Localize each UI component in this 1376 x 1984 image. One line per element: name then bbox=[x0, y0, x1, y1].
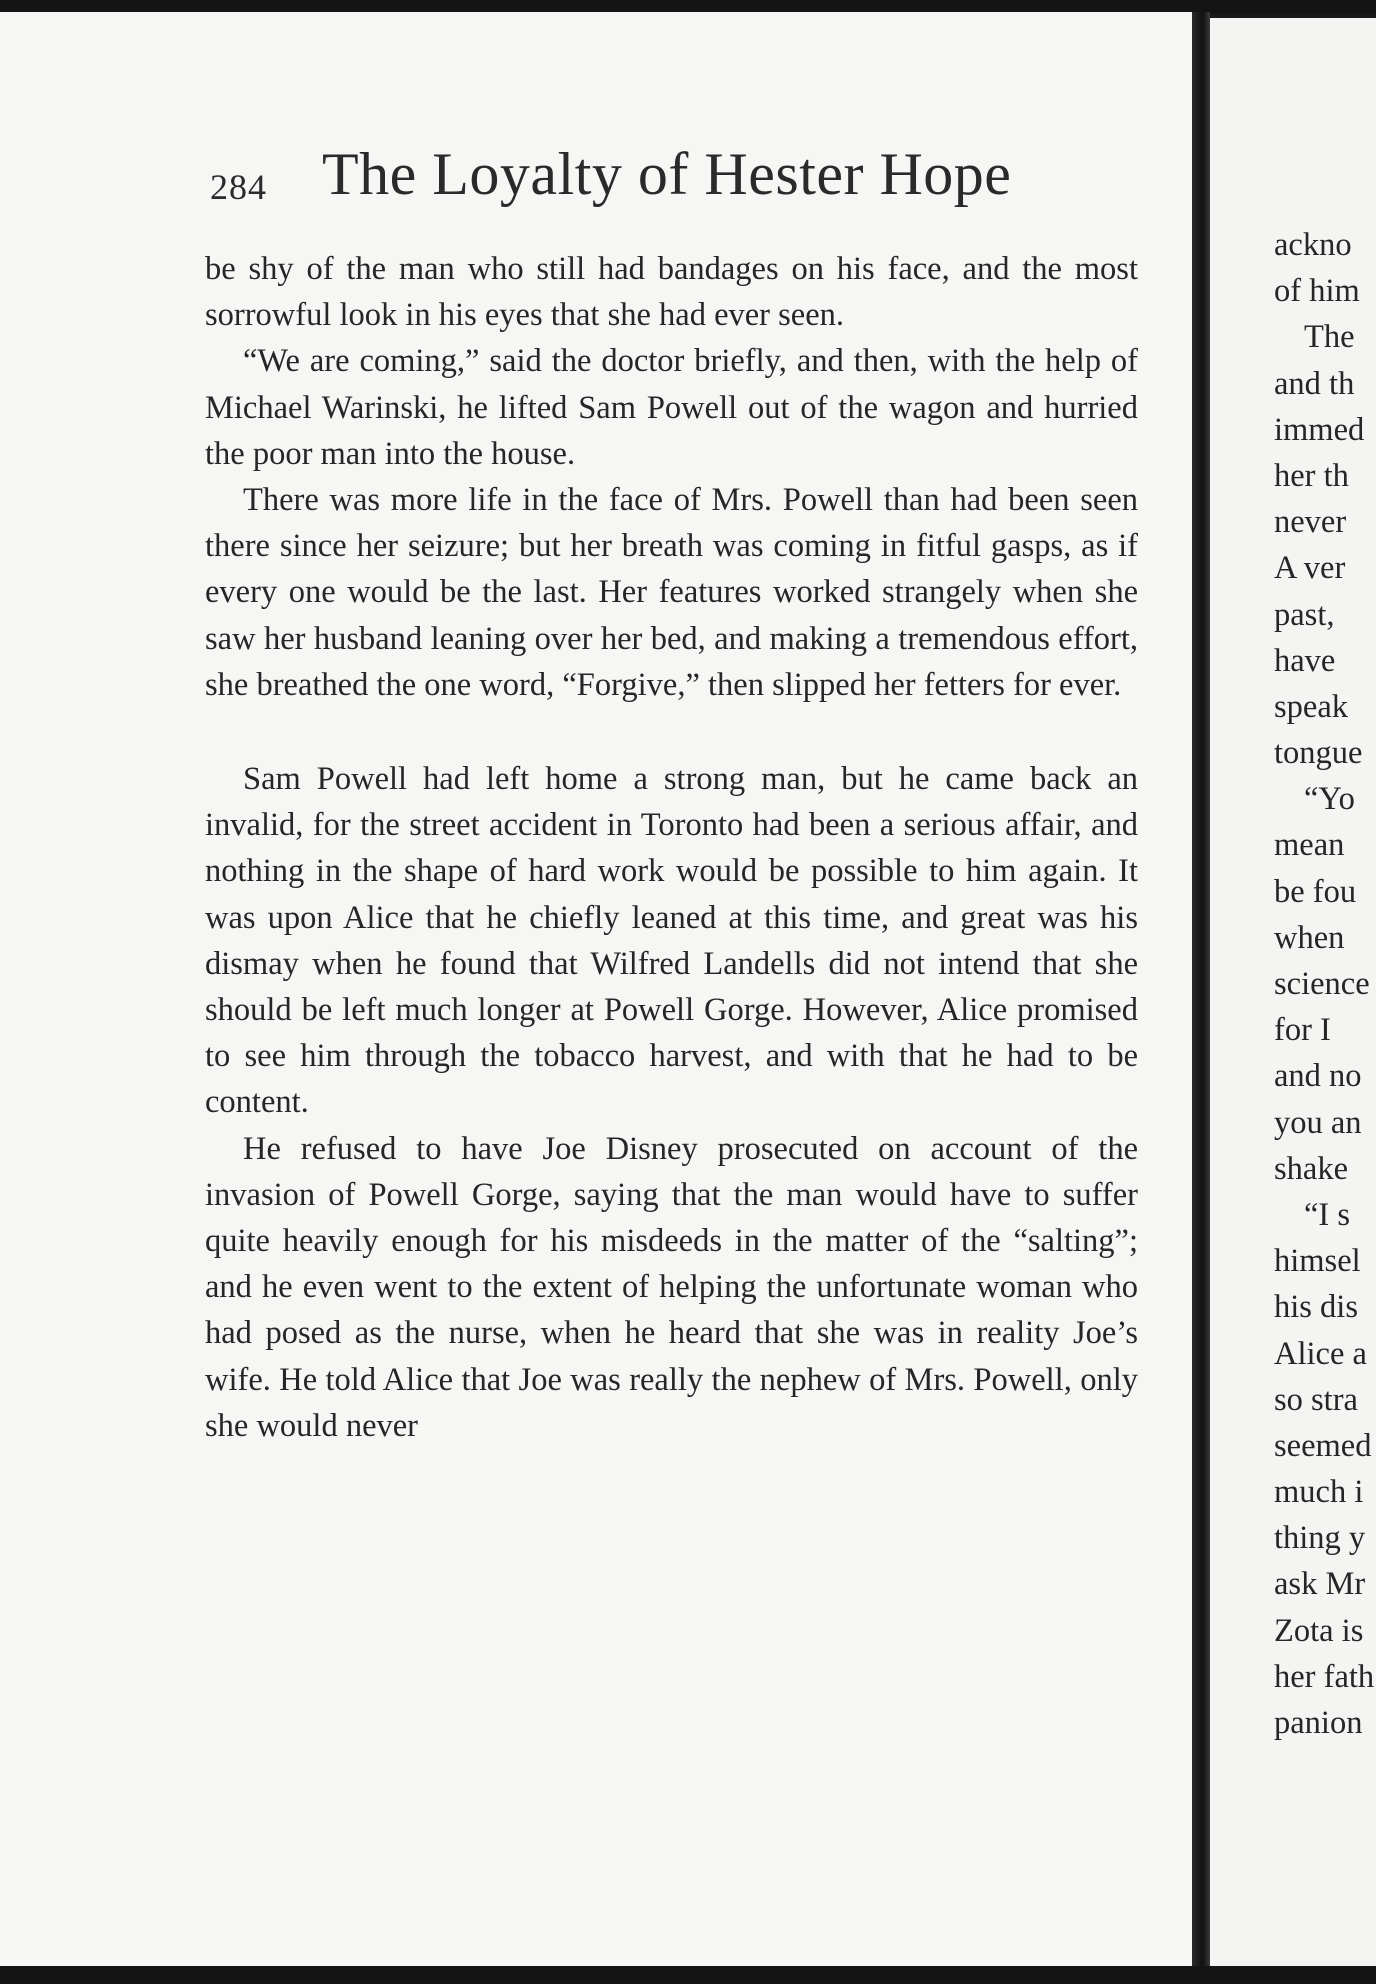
right-line: Alice a bbox=[1274, 1335, 1367, 1372]
right-line: thing y bbox=[1274, 1520, 1366, 1557]
right-line: himsel bbox=[1274, 1243, 1361, 1280]
right-line: panion bbox=[1274, 1705, 1363, 1741]
right-line: ackno bbox=[1274, 227, 1352, 263]
book-gutter bbox=[1192, 12, 1210, 1968]
right-line: science bbox=[1274, 966, 1370, 1002]
right-line: past, bbox=[1274, 596, 1335, 633]
right-line: and th bbox=[1274, 365, 1355, 402]
right-line: tongue bbox=[1274, 735, 1363, 772]
right-line: her th bbox=[1274, 457, 1349, 494]
paragraph-2: “We are coming,” said the doctor briefly, and then, with the help of Michael Warinski, he lifted Sam Powell out of the wagon and hurried the poor man into the house. bbox=[205, 343, 1138, 472]
right-line: mean bbox=[1274, 827, 1345, 864]
right-line: her fath bbox=[1274, 1658, 1375, 1695]
right-line: his dis bbox=[1274, 1289, 1358, 1326]
right-line: of him bbox=[1274, 273, 1360, 310]
page-number: 284 bbox=[210, 167, 267, 207]
right-line: shake bbox=[1274, 1150, 1348, 1187]
book-title: The Loyalty of Hester Hope bbox=[322, 141, 1012, 207]
right-line: much i bbox=[1274, 1474, 1364, 1511]
right-page-text bbox=[1274, 222, 1376, 1746]
right-line: so stra bbox=[1274, 1381, 1358, 1418]
right-line: Zota is bbox=[1274, 1612, 1364, 1649]
paragraph-3: There was more life in the face of Mrs. Powell than had been seen there since her seizure; but her breath was coming in fitful gasps, as if every one would be the last. Her features worked strangely when she saw her husband leaning over her bed, and making a tremendous effort, she breathed the one word, “Forgive,” then slipped her fetters for ever. bbox=[205, 482, 1138, 703]
right-line: when bbox=[1274, 919, 1345, 956]
right-line: have bbox=[1274, 642, 1336, 679]
right-line: “I s bbox=[1304, 1196, 1351, 1233]
right-line: “Yo bbox=[1304, 781, 1355, 818]
running-head bbox=[210, 140, 1070, 220]
scan-bottom-edge bbox=[0, 1966, 1376, 1984]
right-line: be fou bbox=[1274, 873, 1357, 910]
paragraph-4: Sam Powell had left home a strong man, but he came back an invalid, for the street accident in Toronto had been a serious affair, and nothing in the shape of hard work would be possible to him again. It was upon Alice that he chiefly leaned at this time, and great was his dismay when he found that Wilfred Landells did not intend that she should be left much longer at Powell Gorge. However, Alice promised to see him through the tobacco harvest, and with that he had to be content. bbox=[205, 761, 1138, 1121]
section-break bbox=[205, 708, 1138, 756]
paragraph-1: be shy of the man who still had bandages on his face, and the most sorrowful look in his eyes that she had ever seen. bbox=[205, 251, 1138, 334]
left-page-text bbox=[205, 246, 1138, 1449]
right-line: and no bbox=[1274, 1058, 1362, 1095]
right-line: for I bbox=[1274, 1012, 1331, 1049]
right-line: speak bbox=[1274, 688, 1348, 725]
right-line: ask Mr bbox=[1274, 1566, 1366, 1603]
right-line: The bbox=[1304, 319, 1355, 356]
right-line: you an bbox=[1274, 1104, 1362, 1141]
right-line: A ver bbox=[1274, 550, 1346, 587]
right-line: seemed bbox=[1274, 1427, 1372, 1464]
paragraph-5: He refused to have Joe Disney prosecuted on account of the invasion of Powell Gorge, saying that the man would have to suffer quite heavily enough for his misdeeds in the matter of the “salting”; and he even went to the extent of helping the unfortunate woman who had posed as the nurse, when he heard that she was in reality Joe’s wife. He told Alice that Joe was really the nephew of Mrs. Powell, only she would never bbox=[205, 1130, 1138, 1444]
right-line: immed bbox=[1274, 411, 1365, 448]
right-line: never bbox=[1274, 504, 1347, 541]
